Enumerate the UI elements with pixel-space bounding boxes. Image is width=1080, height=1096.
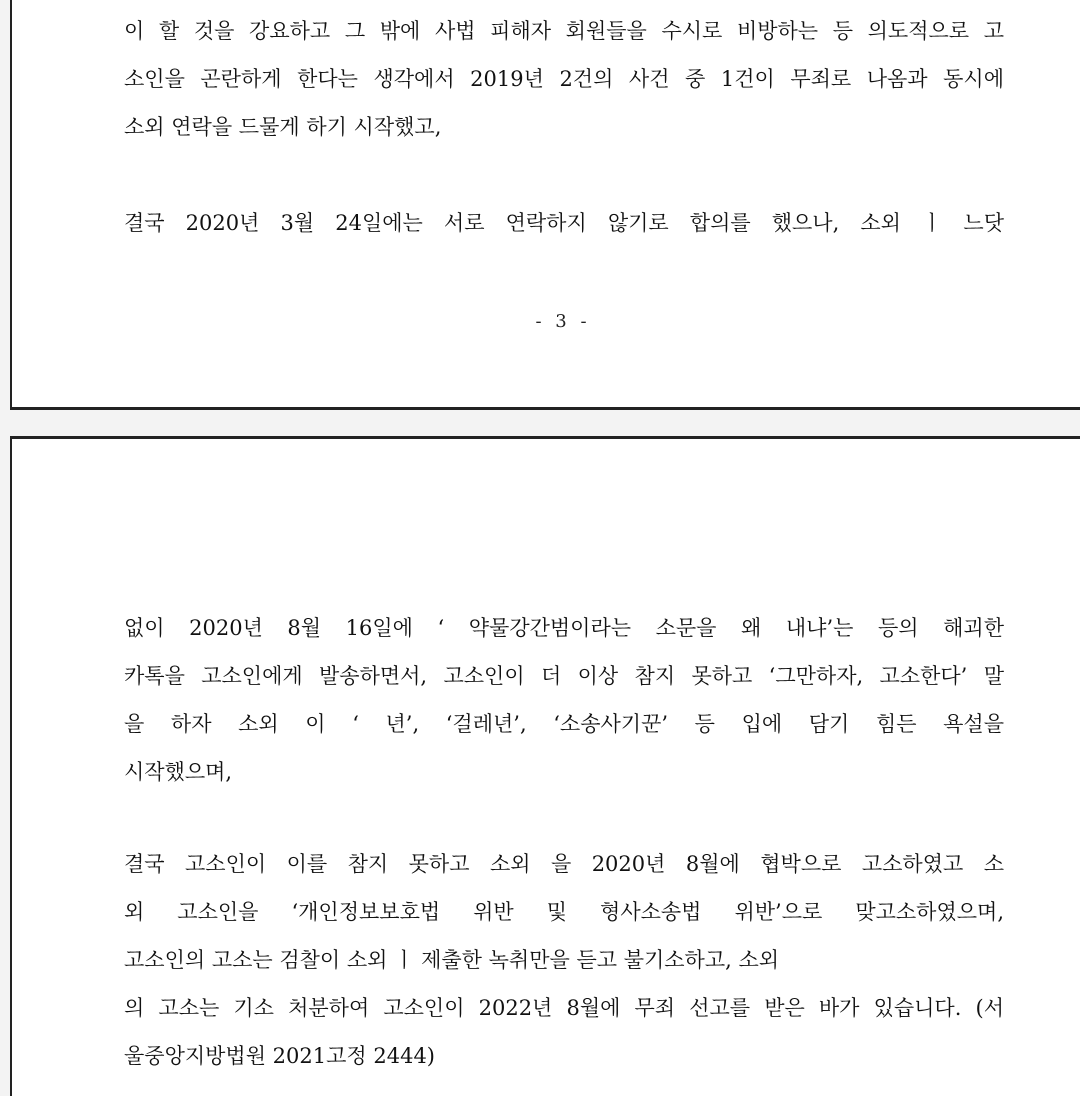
text-line: 소인을 곤란하게 한다는 생각에서 2019년 2건의 사건 중 1건이 무죄로 나옴과 동시에	[124, 67, 1004, 91]
text-line: 외 고소인을 ‘개인정보보호법 위반 및 형사소송법 위반’으로 맞고소하였으며,	[124, 900, 1004, 924]
text-line: 카톡을 고소인에게 발송하면서, 고소인이 더 이상 참지 못하고 ‘그만하자, 고소한다’ 말	[124, 664, 1004, 688]
text-line: 결국 고소인이 이를 참지 못하고 소외 을 2020년 8월에 협박으로 고소하였고 소	[124, 852, 1004, 876]
document-page-3	[10, 0, 1080, 410]
page-number: - 3 -	[535, 311, 591, 332]
text-line: 의 고소는 기소 처분하여 고소인이 2022년 8월에 무죄 선고를 받은 바가 있습니다. (서	[124, 996, 1004, 1020]
text-line: 없이 2020년 8월 16일에 ‘ 약물강간범이라는 소문을 왜 내냐’는 등의 해괴한	[124, 616, 1004, 640]
text-line: 고소인의 고소는 검찰이 소외 ㅣ 제출한 녹취만을 듣고 불기소하고, 소외	[124, 948, 780, 972]
text-line: 울중앙지방법원 2021고정 2444)	[124, 1044, 436, 1068]
text-line: 결국 2020년 3월 24일에는 서로 연락하지 않기로 합의를 했으나, 소외 ㅣ 느닷	[124, 211, 1004, 235]
text-line: 소외 연락을 드물게 하기 시작했고,	[124, 115, 442, 139]
text-line: 을 하자 소외 이 ‘ 년’, ‘걸레년’, ‘소송사기꾼’ 등 입에 담기 힘든 욕설을	[124, 712, 1004, 736]
document-page-4	[10, 436, 1080, 1096]
text-line: 이 할 것을 강요하고 그 밖에 사법 피해자 회원들을 수시로 비방하는 등 의도적으로 고	[124, 19, 1005, 43]
text-line: 시작했으며,	[124, 760, 233, 784]
